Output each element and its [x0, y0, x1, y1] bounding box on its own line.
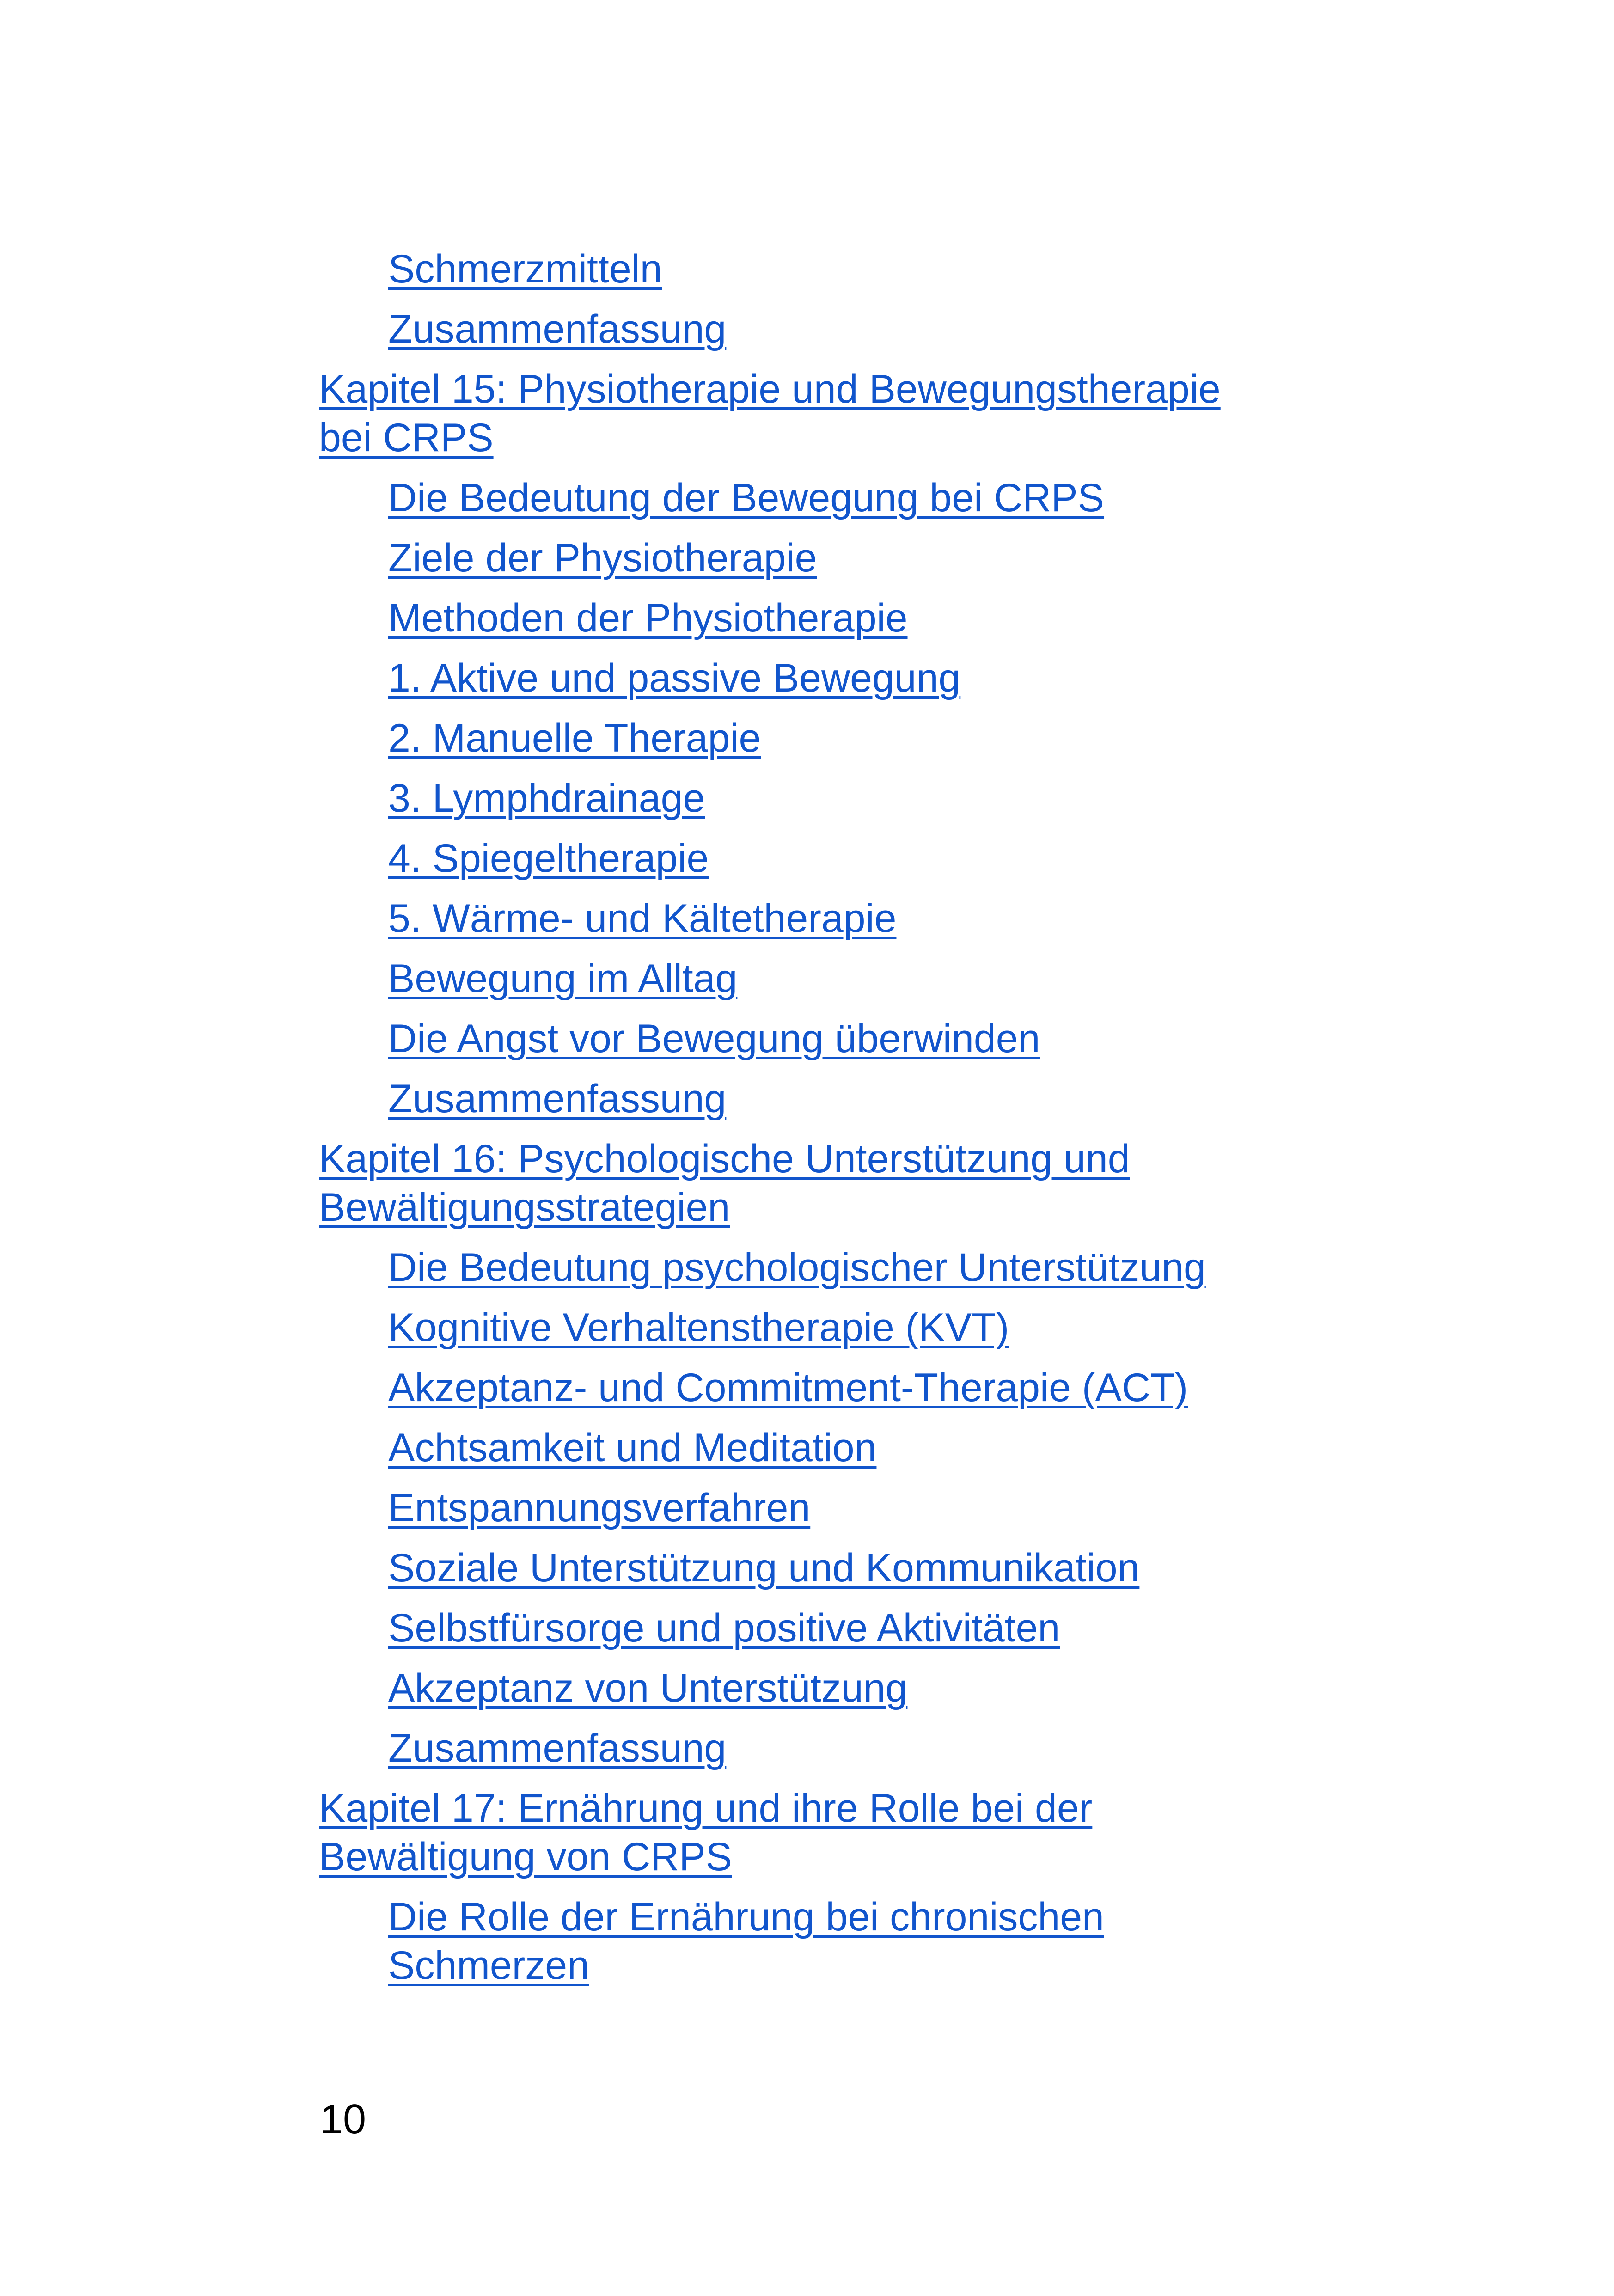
toc-link-waerme-kaeltetherapie[interactable]: 5. Wärme- und Kältetherapie [388, 896, 897, 941]
toc-link-bedeutung-psych-unterstuetzung[interactable]: Die Bedeutung psychologischer Unterstützung [388, 1245, 1206, 1290]
toc-link-methoden-physiotherapie[interactable]: Methoden der Physiotherapie [388, 596, 908, 640]
toc-link-entspannungsverfahren[interactable]: Entspannungsverfahren [388, 1486, 811, 1530]
toc-link-rolle-ernaehrung-cont[interactable]: Schmerzen [388, 1943, 589, 1988]
toc-link-spiegeltherapie[interactable]: 4. Spiegeltherapie [388, 836, 709, 881]
toc-link-kapitel-17-cont[interactable]: Bewältigung von CRPS [319, 1835, 732, 1879]
toc-link-ziele-physiotherapie[interactable]: Ziele der Physiotherapie [388, 536, 817, 580]
toc-link-selbstfuersorge[interactable]: Selbstfürsorge und positive Aktivitäten [388, 1606, 1060, 1650]
toc-link-bewegung-im-alltag[interactable]: Bewegung im Alltag [388, 956, 738, 1001]
toc-link-bedeutung-bewegung[interactable]: Die Bedeutung der Bewegung bei CRPS [388, 476, 1105, 520]
toc-link-rolle-ernaehrung[interactable]: Die Rolle der Ernährung bei chronischen [388, 1895, 1104, 1939]
toc-link-manuelle-therapie[interactable]: 2. Manuelle Therapie [388, 716, 761, 760]
toc-link-lymphdrainage[interactable]: 3. Lymphdrainage [388, 776, 705, 820]
toc-link-achtsamkeit-meditation[interactable]: Achtsamkeit und Meditation [388, 1426, 877, 1470]
toc-link-aktive-passive-bewegung[interactable]: 1. Aktive und passive Bewegung [388, 656, 961, 700]
toc-link-soziale-unterstuetzung[interactable]: Soziale Unterstützung und Kommunikation [388, 1546, 1140, 1590]
toc-link-zusammenfassung-16[interactable]: Zusammenfassung [388, 1726, 727, 1770]
toc-link-angst-vor-bewegung[interactable]: Die Angst vor Bewegung überwinden [388, 1016, 1040, 1061]
toc-link-schmerzmitteln[interactable]: Schmerzmitteln [388, 247, 662, 291]
toc-link-kapitel-15-cont[interactable]: bei CRPS [319, 416, 494, 460]
toc-link-kvt[interactable]: Kognitive Verhaltenstherapie (KVT) [388, 1305, 1009, 1350]
toc-link-act[interactable]: Akzeptanz- und Commitment-Therapie (ACT) [388, 1365, 1188, 1410]
toc-link-zusammenfassung-15[interactable]: Zusammenfassung [388, 1077, 727, 1121]
toc-link-zusammenfassung-14[interactable]: Zusammenfassung [388, 307, 727, 351]
toc-link-kapitel-16[interactable]: Kapitel 16: Psychologische Unterstützung und [319, 1137, 1130, 1181]
toc-link-kapitel-16-cont[interactable]: Bewältigungsstrategien [319, 1185, 730, 1230]
page-number: 10 [320, 2096, 367, 2143]
toc-link-akzeptanz-unterstuetzung[interactable]: Akzeptanz von Unterstützung [388, 1666, 908, 1710]
toc-link-kapitel-15[interactable]: Kapitel 15: Physiotherapie und Bewegungstherapie [319, 367, 1221, 411]
toc-link-kapitel-17[interactable]: Kapitel 17: Ernährung und ihre Rolle bei der [319, 1786, 1093, 1831]
